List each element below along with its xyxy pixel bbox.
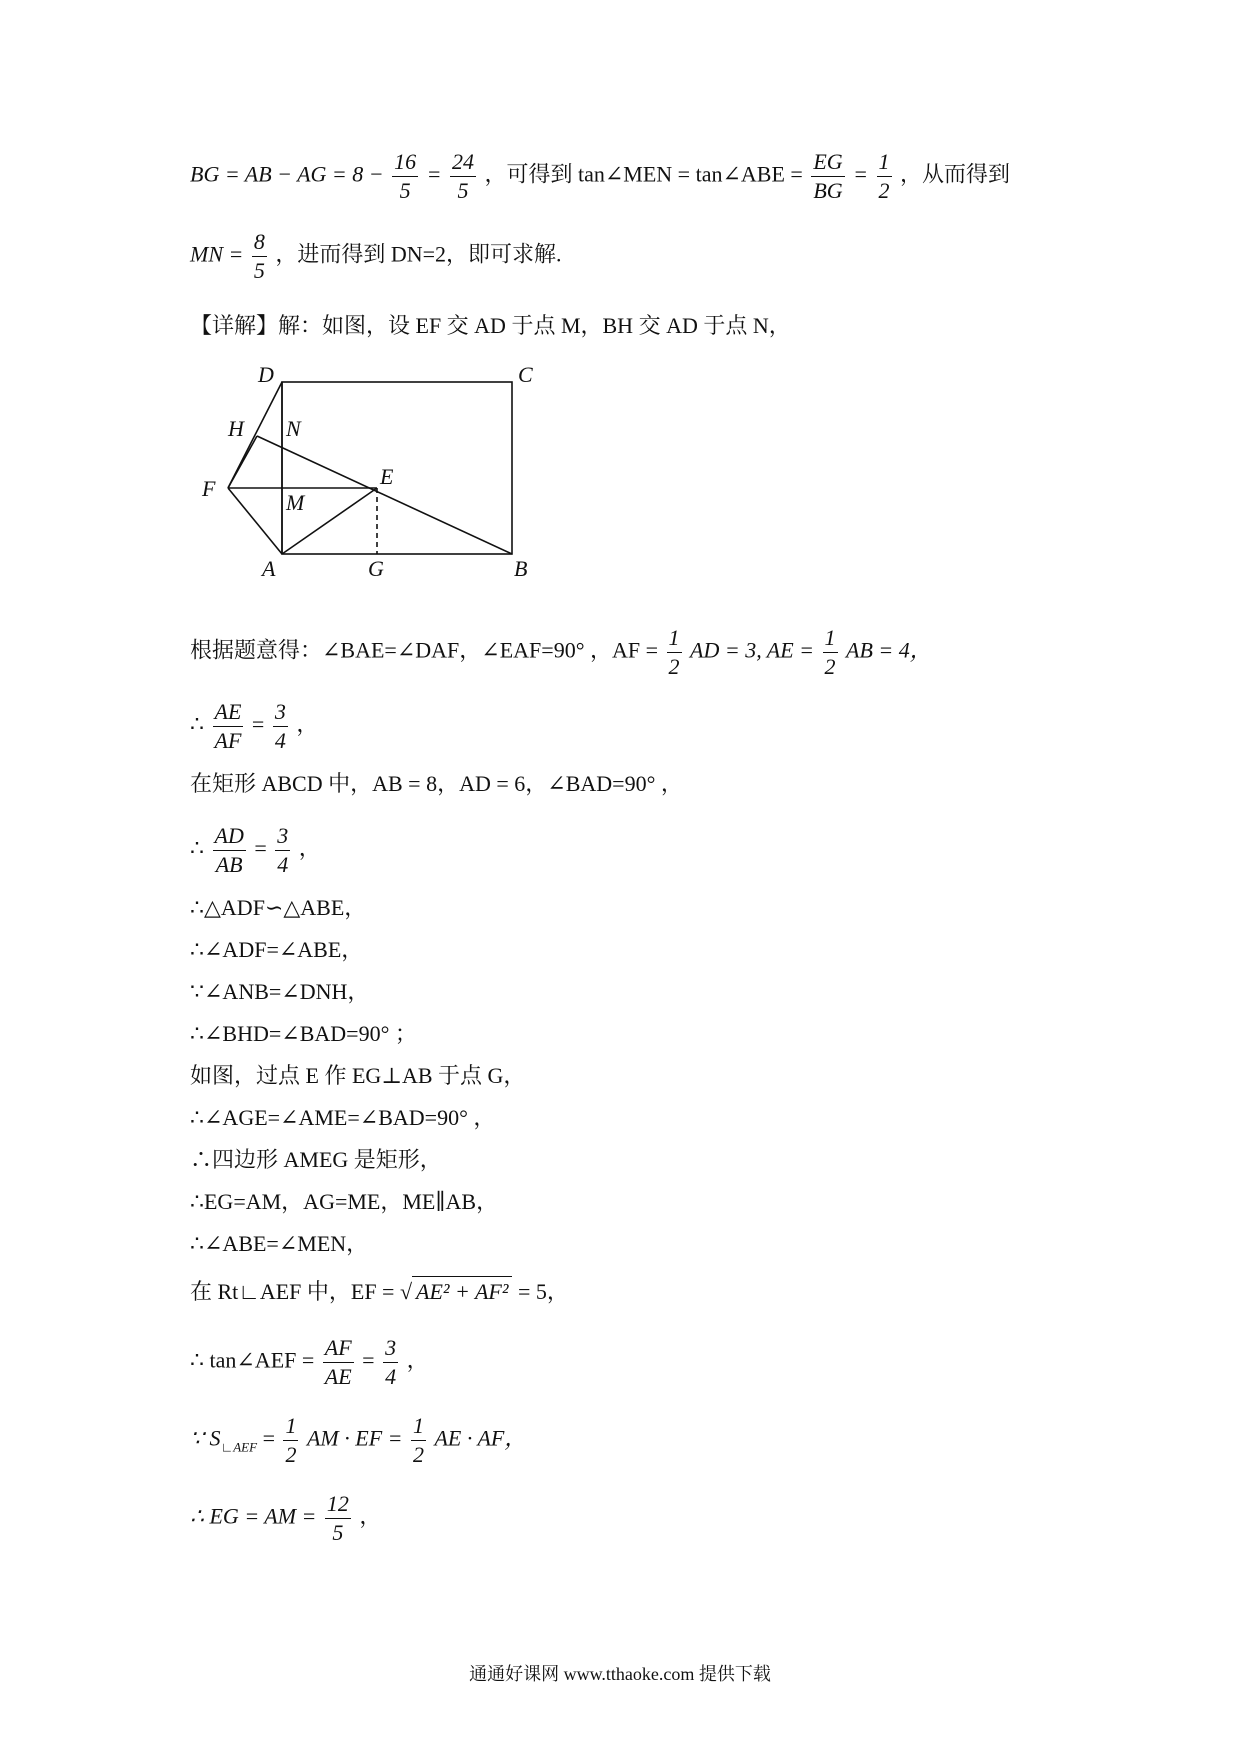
line-ratio-ad-ab xyxy=(190,824,1090,877)
frac-den: 2 xyxy=(878,178,890,204)
text-seg: ， xyxy=(296,711,319,737)
line-angle-anb: ∵∠ANB=∠DNH， xyxy=(190,979,370,1004)
frac-den: 2 xyxy=(412,1442,424,1468)
frac-den: 4 xyxy=(277,852,289,878)
frac-num: 1 xyxy=(823,626,838,653)
label-a: A xyxy=(262,556,276,580)
sqrt: √ AE² + AF² xyxy=(400,1278,512,1306)
frac-den: 5 xyxy=(332,1520,344,1546)
line-quad-ameg: ∴四边形 AMEG 是矩形， xyxy=(190,1147,442,1172)
frac-num: 1 xyxy=(667,626,682,653)
line-rect-abcd: 在矩形 ABCD 中，AB = 8，AD = 6，∠BAD=90° ， xyxy=(190,771,683,796)
text-seg: ， xyxy=(359,1503,382,1529)
frac-num: 12 xyxy=(325,1492,351,1519)
text-seg: AE · AF， xyxy=(434,1425,527,1451)
line-angle-age: ∴∠AGE=∠AME=∠BAD=90° ， xyxy=(190,1105,496,1130)
fraction xyxy=(450,150,476,203)
frac-num: 1 xyxy=(283,1414,298,1441)
text-seg: = 5， xyxy=(517,1279,569,1304)
radicand: AE² + AF² xyxy=(412,1276,512,1304)
line-given xyxy=(190,626,1090,679)
text-seg: ∴ EG = AM = xyxy=(190,1503,317,1529)
fraction xyxy=(323,1336,354,1389)
line-tan-aef xyxy=(190,1336,1090,1389)
fraction xyxy=(213,824,246,877)
text-seg: MN = xyxy=(190,241,244,267)
frac-num: 16 xyxy=(392,150,418,177)
text-seg: ∴ tan∠AEF = xyxy=(190,1347,315,1373)
text-seg: 根据题意得：∠BAE=∠DAF，∠EAF=90° ，AF = xyxy=(190,637,659,663)
frac-num: 24 xyxy=(450,150,476,177)
frac-den: AB xyxy=(215,852,243,878)
frac-den: 2 xyxy=(668,654,680,680)
label-b: B xyxy=(514,556,528,580)
fraction xyxy=(213,700,244,753)
fraction xyxy=(411,1414,426,1467)
frac-num: 3 xyxy=(273,700,288,727)
line-angle-adf: ∴∠ADF=∠ABE， xyxy=(190,937,364,962)
text-seg: ∵ S xyxy=(190,1425,221,1451)
fraction xyxy=(383,1336,398,1389)
text-seg: = xyxy=(362,1347,375,1373)
frac-num: 3 xyxy=(275,824,290,851)
text-seg: = xyxy=(426,161,442,187)
frac-num: EG xyxy=(811,150,844,177)
fraction xyxy=(392,150,418,203)
frac-den: 2 xyxy=(285,1442,297,1468)
page-footer: 通通好课网 www.tthaoke.com 提供下载 xyxy=(469,1664,771,1684)
text-seg: AD = 3, AE = xyxy=(690,637,815,663)
line-similar: ∴△ADF∽△ABE， xyxy=(190,895,367,920)
line-mn xyxy=(190,230,1090,283)
label-c: C xyxy=(518,362,533,387)
frac-num: 1 xyxy=(411,1414,426,1441)
text-seg: ，可得到 tan∠MEN = tan∠ABE = xyxy=(484,161,803,187)
label-g: G xyxy=(368,556,384,580)
text-seg: 在 Rt∟AEF 中，EF = xyxy=(190,1279,395,1304)
label-h: H xyxy=(228,416,244,441)
label-m: M xyxy=(286,490,305,515)
fraction xyxy=(252,230,267,283)
label-e: E xyxy=(380,464,394,489)
frac-num: AD xyxy=(213,824,246,851)
frac-den: 5 xyxy=(253,258,265,284)
geometry-figure xyxy=(190,360,550,580)
line-ef-length xyxy=(190,1278,1090,1306)
text-seg: ∴ xyxy=(190,711,204,737)
text-seg: AM · EF = xyxy=(306,1425,403,1451)
fraction xyxy=(275,824,290,877)
text-seg: = xyxy=(251,711,265,737)
line-eg-am: ∴EG=AM，AG=ME，ME∥AB， xyxy=(190,1189,499,1214)
frac-den: BG xyxy=(813,178,843,204)
line-detail-intro: 【详解】解：如图，设 EF 交 AD 于点 M，BH 交 AD 于点 N， xyxy=(190,313,791,338)
fraction xyxy=(877,150,892,203)
text-seg: = xyxy=(853,161,868,187)
rectangle-abcd xyxy=(282,382,512,554)
line-ratio-ae-af xyxy=(190,700,1090,753)
text-seg: AB = 4， xyxy=(846,637,932,663)
segment-fh xyxy=(228,436,257,488)
fraction xyxy=(823,626,838,679)
line-area xyxy=(190,1414,1090,1467)
fraction xyxy=(325,1492,351,1545)
text-seg: ，进而得到 DN=2，即可求解. xyxy=(275,241,562,267)
label-f: F xyxy=(202,476,216,501)
segment-fa xyxy=(228,488,282,554)
line-construct-eg: 如图，过点 E 作 EG⊥AB 于点 G， xyxy=(190,1063,526,1088)
line-angle-abe: ∴∠ABE=∠MEN， xyxy=(190,1231,369,1256)
label-d: D xyxy=(258,362,274,387)
fraction xyxy=(273,700,288,753)
text-seg: ， xyxy=(406,1347,429,1373)
text-seg: = xyxy=(262,1425,275,1451)
text-seg: = xyxy=(254,835,267,861)
line-angle-bhd: ∴∠BHD=∠BAD=90° ； xyxy=(190,1021,417,1046)
fraction xyxy=(283,1414,298,1467)
text-seg: ， xyxy=(298,835,321,861)
line-bg-calc xyxy=(190,150,1090,203)
frac-den: 4 xyxy=(385,1364,397,1390)
frac-num: 8 xyxy=(252,230,267,257)
text-seg: BG = AB − AG = 8 − xyxy=(190,161,384,187)
label-n: N xyxy=(286,416,301,441)
fraction xyxy=(811,150,844,203)
subscript: ∟AEF xyxy=(220,1439,258,1455)
frac-num: AF xyxy=(323,1336,354,1363)
frac-den: 4 xyxy=(274,728,286,754)
frac-den: AF xyxy=(214,728,242,754)
frac-den: 5 xyxy=(457,178,469,204)
frac-den: 5 xyxy=(399,178,411,204)
frac-den: AE xyxy=(324,1364,352,1390)
line-eg-value xyxy=(190,1492,1090,1545)
fraction xyxy=(667,626,682,679)
frac-num: 3 xyxy=(383,1336,398,1363)
frac-num: 1 xyxy=(877,150,892,177)
text-seg: ，从而得到 xyxy=(900,161,1011,187)
frac-den: 2 xyxy=(824,654,836,680)
text-seg: ∴ xyxy=(190,835,204,861)
frac-num: AE xyxy=(213,700,244,727)
